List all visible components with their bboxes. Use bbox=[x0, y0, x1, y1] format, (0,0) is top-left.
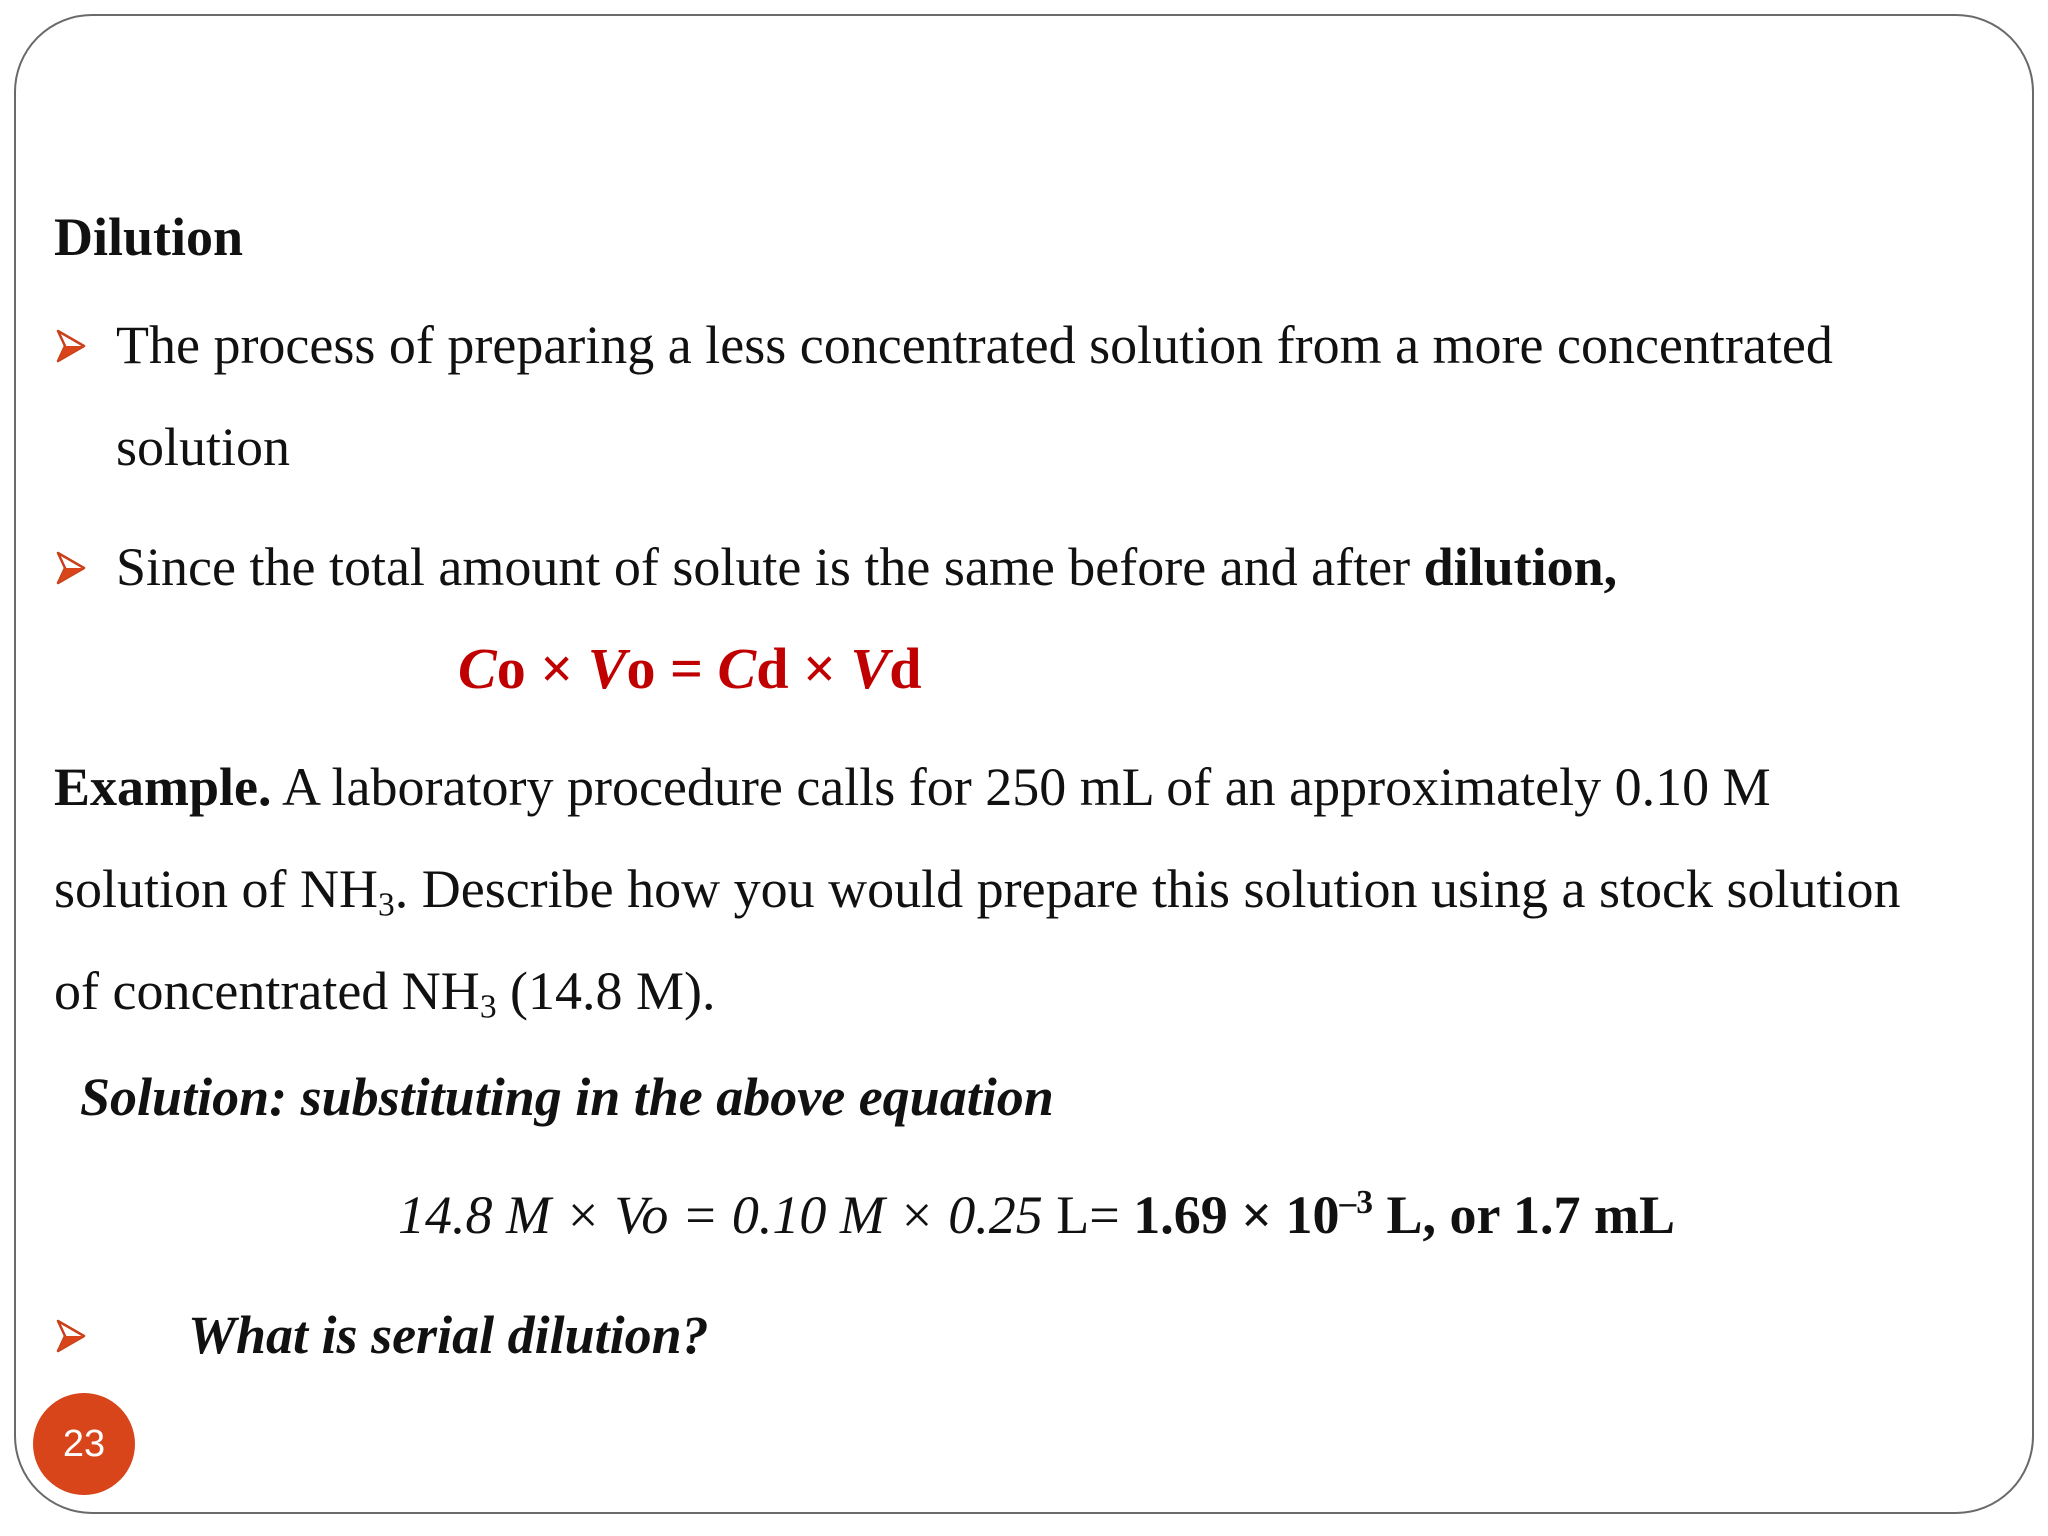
bullet-2-text bbox=[116, 537, 1618, 597]
arrowhead-bullet-icon bbox=[56, 551, 86, 585]
arrowhead-bullet-icon bbox=[56, 329, 86, 363]
solution-label: Solution: substituting in the above equation bbox=[80, 1067, 1054, 1127]
example-label: Example. bbox=[54, 757, 272, 817]
bullet-1-line-1: The process of preparing a less concentrated solution from a more concentrated bbox=[116, 315, 1833, 375]
nh3-subscript: 3 bbox=[479, 988, 497, 1026]
calc-exponent: –3 bbox=[1339, 1183, 1373, 1221]
formula-d2: d bbox=[889, 636, 922, 701]
arrowhead-bullet-icon bbox=[56, 1319, 86, 1353]
bullet-2-bold: dilution, bbox=[1423, 537, 1618, 597]
formula-c2: C bbox=[717, 636, 757, 701]
example-line-1-text: A laboratory procedure calls for 250 mL of an approximately 0.10 M bbox=[271, 757, 1771, 817]
example-line-1 bbox=[54, 757, 1771, 817]
calc-plain: L= bbox=[1042, 1185, 1134, 1245]
serial-dilution-question: What is serial dilution? bbox=[188, 1305, 709, 1365]
calc-italic: 14.8 M × Vo = 0.10 M × 0.25 bbox=[398, 1185, 1043, 1245]
example-line-2-post: . Describe how you would prepare this solution using a stock solution bbox=[394, 859, 1901, 919]
calculation-line bbox=[398, 1183, 1676, 1245]
formula-v1: V bbox=[587, 636, 627, 701]
formula-o1: o × bbox=[496, 636, 588, 701]
calc-bold: 1.69 × 10 bbox=[1133, 1185, 1340, 1245]
example-line-3-pre: of concentrated NH bbox=[54, 961, 480, 1021]
formula-v2: V bbox=[850, 636, 890, 701]
formula-d1: d × bbox=[756, 636, 851, 701]
example-line-3 bbox=[54, 961, 716, 1026]
page-number-badge: 23 bbox=[33, 1393, 135, 1495]
dilution-formula bbox=[458, 636, 922, 701]
slide-heading: Dilution bbox=[54, 207, 244, 267]
formula-o2: o = bbox=[626, 636, 718, 701]
calc-bold-tail: L, or 1.7 mL bbox=[1373, 1185, 1676, 1245]
example-line-2-pre: solution of NH bbox=[54, 859, 378, 919]
example-line-2 bbox=[54, 859, 1901, 924]
bullet-1-line-2: solution bbox=[116, 417, 291, 477]
formula-c1: C bbox=[458, 636, 497, 701]
nh3-subscript: 3 bbox=[378, 886, 395, 924]
example-line-3-post: (14.8 M). bbox=[496, 961, 716, 1021]
bullet-2-plain: Since the total amount of solute is the same before and after bbox=[116, 537, 1424, 597]
